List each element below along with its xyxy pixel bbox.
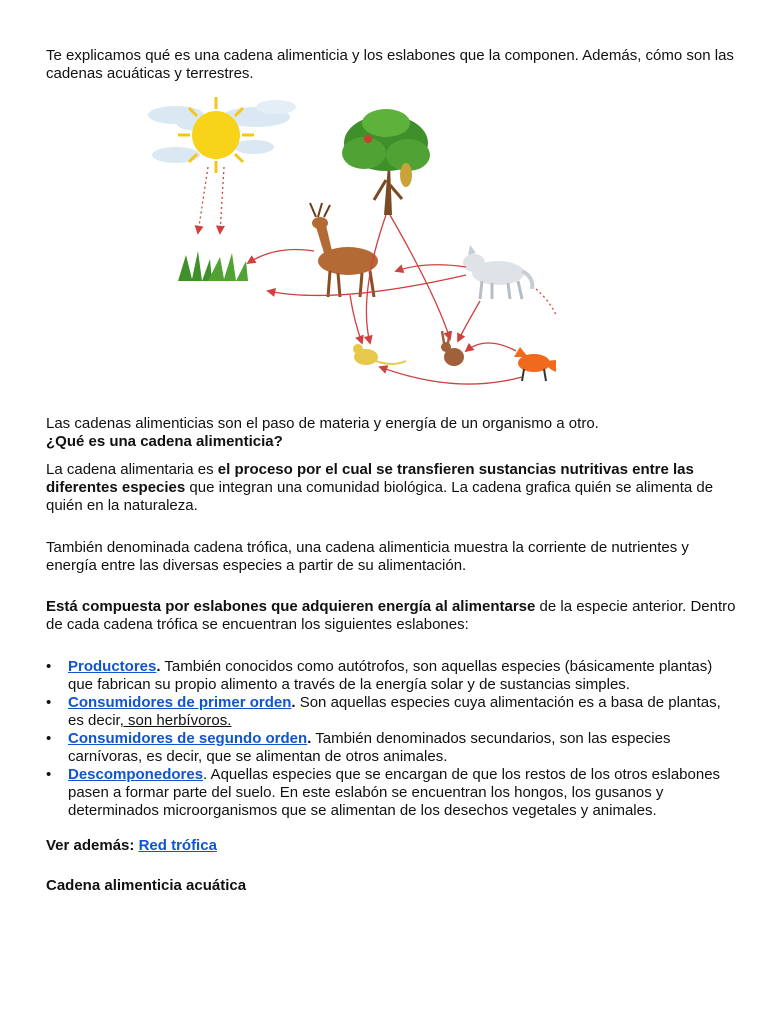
definition-paragraph xyxy=(46,461,736,515)
consumidores-segundo-orden-link[interactable]: Consumidores de segundo orden xyxy=(68,730,308,747)
links-intro-paragraph xyxy=(46,598,736,634)
figure-caption: Las cadenas alimenticias son el paso de materia y energía de un organismo a otro. xyxy=(46,415,599,432)
list-item xyxy=(68,694,736,730)
see-also-label: Ver además: xyxy=(46,837,139,854)
consumidores-primer-orden-link[interactable]: Consumidores de primer orden xyxy=(68,694,292,711)
list-item xyxy=(68,658,736,694)
intro-text: Te explicamos qué es una cadena alimenticia y los eslabones que la componen. Además, cómo son las cadenas acuáticas y terrestres. xyxy=(46,47,734,82)
list-item xyxy=(68,730,736,766)
fox-icon xyxy=(514,347,556,381)
item-dot: . xyxy=(291,694,296,711)
list-item-text: También denominados secundarios, son las especies carnívoras, es decir, que se alimentan de otros animales. xyxy=(68,730,671,765)
wolf-icon xyxy=(463,245,532,299)
food-chain-arrows xyxy=(248,215,556,384)
food-chain-svg xyxy=(136,95,556,415)
subheading: Cadena alimenticia acuática xyxy=(46,877,247,894)
item-dot: . xyxy=(203,766,208,783)
links-intro-text: de la especie anterior. Dentro de cada cadena trófica se encuentran los siguientes eslabones: xyxy=(46,598,736,633)
definition-text: La cadena alimentaria es xyxy=(46,461,218,478)
item-dot: . xyxy=(156,658,161,675)
trophic-paragraph: También denominada cadena trófica, una cadena alimenticia muestra la corriente de nutrientes y energía entre las diversas especies a partir de su alimentación. xyxy=(46,539,689,574)
list-item-text: Son aquellas especies cuya alimentación es a basa de plantas, es decir xyxy=(68,694,721,729)
sun-icon xyxy=(178,97,254,173)
food-chain-illustration xyxy=(136,95,556,415)
item-dot: . xyxy=(307,730,312,747)
list-item-text: Aquellas especies que se encargan de que los restos de los otros eslabones pasen a formar parte del suelo. En este eslabón se encuentran los hongos, los gusanos y determinados microorganismos que se alimentan de los desechos vegetales y animales. xyxy=(68,766,721,819)
list-item xyxy=(68,766,736,820)
mouse-icon xyxy=(353,344,406,365)
list-item-text: También conocidos como autótrofos, son aquellas especies (básicamente plantas) que fabrican su propio alimento a través de la energía solar y de sustancias simples. xyxy=(68,658,713,693)
descomponedores-link[interactable]: Descomponedores xyxy=(68,766,204,783)
grass-icon xyxy=(178,251,248,281)
tree-icon xyxy=(342,109,430,215)
deer-icon xyxy=(310,203,378,297)
productores-link[interactable]: Productores xyxy=(68,658,157,675)
see-also xyxy=(46,837,736,855)
links-list xyxy=(46,658,736,820)
definition-text-end: que integran una comunidad biológica. La cadena grafica quién se alimenta de quién en la naturaleza. xyxy=(46,479,714,514)
links-intro-bold: Está compuesta por eslabones que adquieren energía al alimentarse xyxy=(46,598,536,615)
definition-bold-text: el proceso por el cual se transfieren sustancias nutritivas entre las diferentes especies xyxy=(46,461,694,496)
list-item-underlined-text: , son herbívoros. xyxy=(119,712,232,729)
red-trofica-link[interactable]: Red trófica xyxy=(138,837,217,854)
sun-energy-arrows xyxy=(198,167,224,233)
article xyxy=(46,47,736,895)
section-heading: ¿Qué es una cadena alimenticia? xyxy=(46,433,283,450)
